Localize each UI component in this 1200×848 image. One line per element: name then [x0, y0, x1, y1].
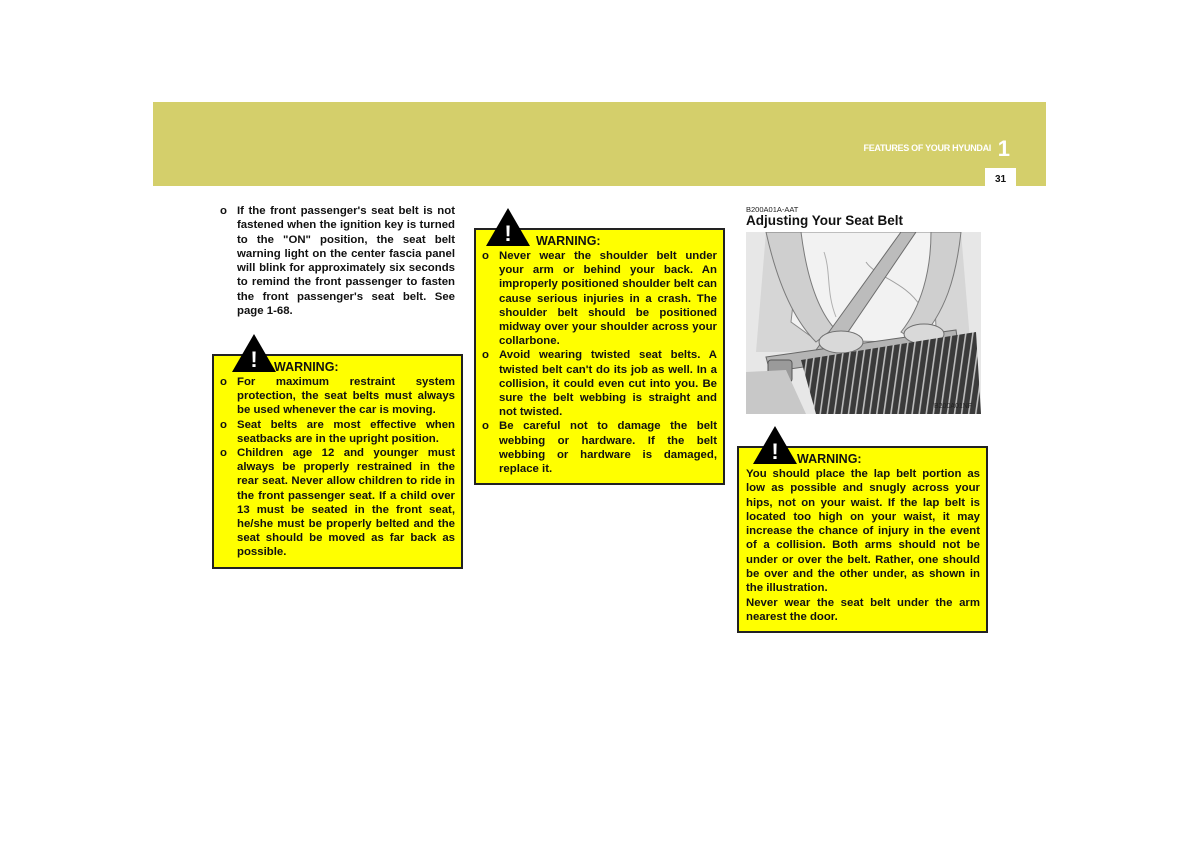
warning-bullet: o Children age 12 and younger must always be properly restrained in the rear seat. Never allow children to ride in the front passenger seat. If a child over 13 must be seated in the front seat, he/she must be properly belted and the seat should be moved as far back as possible. [219, 446, 455, 560]
svg-text:!: ! [771, 439, 779, 464]
warning-title: WARNING: [797, 452, 862, 466]
warning-header [219, 347, 455, 375]
warning-bullet: o Never wear the shoulder belt under your arm or behind your back. An improperly positioned shoulder belt can cause serious injuries in a crash. The shoulder belt should be positioned midway over your shoulder across your collarbone. [481, 249, 717, 348]
svg-text:!: ! [504, 221, 512, 246]
warning-title: WARNING: [536, 234, 601, 248]
warning-header [744, 439, 980, 467]
figure-label: B200A01NF [934, 403, 973, 410]
warning-triangle-icon [485, 207, 531, 247]
passenger-belt-note [219, 204, 455, 318]
warning-box-lap-belt [737, 439, 988, 633]
warning-bullet: o Avoid wearing twisted seat belts. A twisted belt can't do its job as well. In a collision, it could even cut into you. Be sure the belt webbing is straight and not twisted. [481, 348, 717, 419]
header-band [153, 102, 1046, 186]
svg-text:!: ! [250, 347, 258, 372]
warning-paragraph: Never wear the seat belt under the arm nearest the door. [746, 596, 980, 623]
section-code: B200A01A-AAT [746, 205, 799, 214]
warning-box-shoulder-belt [474, 221, 725, 485]
warning-bullet: o Be careful not to damage the belt webbing or hardware. If the belt webbing or hardware is damaged, replace it. [481, 419, 717, 476]
section-title: Adjusting Your Seat Belt [746, 213, 904, 228]
warning-box-restraint [212, 347, 463, 569]
warning-bullet: o For maximum restraint system protection, the seat belts must always be used whenever the car is moving. [219, 375, 455, 418]
seat-belt-drawing [746, 232, 981, 414]
warning-paragraph: You should place the lap belt portion as low as possible and snugly across your hips, not on your waist. If the lap belt is located too high on your waist, it may increase the chance of injury in the event of a collision. Both arms should not be under or over the belt. Rather, one should be over and the other under, as shown in the illustration. [746, 468, 980, 595]
seat-belt-illustration [746, 232, 981, 414]
section-header-title: FEATURES OF YOUR HYUNDAI [863, 143, 991, 153]
warning-triangle-icon [752, 425, 798, 465]
warning-header [481, 221, 717, 249]
chapter-number: 1 [997, 136, 1010, 161]
bullet-item: o If the front passenger's seat belt is not fastened when the ignition key is turned to the "ON" position, the seat belt warning light on the center fascia panel will blink for approximately six seconds to remind the front passenger to fasten the front passenger's seat belt. See page 1-68. [219, 204, 455, 318]
warning-triangle-icon [231, 333, 277, 373]
warning-bullet: o Seat belts are most effective when seatbacks are in the upright position. [219, 418, 455, 446]
page-number: 31 [985, 168, 1016, 190]
warning-title: WARNING: [274, 360, 339, 374]
